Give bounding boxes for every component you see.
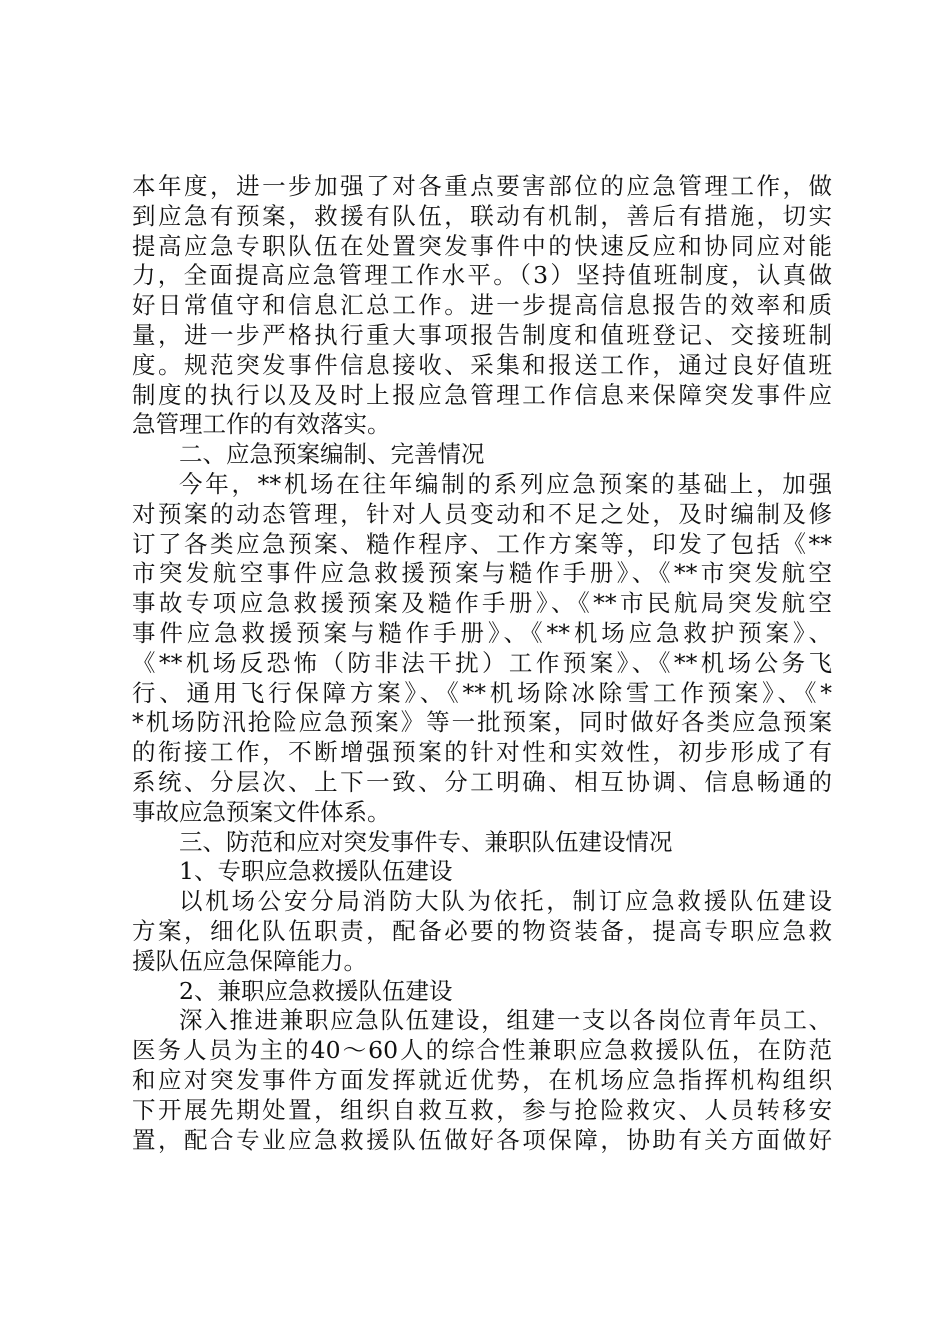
text-line: 本年度，进一步加强了对各重点要害部位的应急管理工作，做	[132, 172, 832, 200]
text-line: 制度的执行以及及时上报应急管理工作信息来保障突发事件应	[132, 380, 832, 409]
text-line: 力，全面提高应急管理工作水平。（3）坚持值班制度，认真做	[132, 261, 832, 290]
text-line: *机场防汛抢险应急预案》等一批预案，同时做好各类应急预案	[132, 708, 832, 737]
text-line: 好日常值守和信息汇总工作。进一步提高信息报告的效率和质	[132, 291, 832, 320]
text-line: 事件应急救援预案与糙作手册》、《**机场应急救护预案》、	[132, 618, 832, 647]
text-line: 置，配合专业应急救援队伍做好各项保障，协助有关方面做好	[132, 1125, 832, 1154]
text-line: 市突发航空事件应急救援预案与糙作手册》、《**市突发航空	[132, 559, 832, 588]
section-heading: 二、应急预案编制、完善情况	[179, 440, 485, 469]
text-line: 提高应急专职队伍在处置突发事件中的快速反应和协同应对能	[132, 231, 832, 260]
text-line: 《**机场反恐怖（防非法干扰）工作预案》、《**机场公务飞	[132, 648, 832, 677]
text-line: 系统、分层次、上下一致、分工明确、相互协调、信息畅通的	[132, 767, 832, 796]
text-line: 以机场公安分局消防大队为依托，制订应急救援队伍建设	[179, 887, 832, 916]
text-line: 方案，细化队伍职责，配备必要的物资装备，提高专职应急救	[132, 916, 832, 945]
document-body	[132, 172, 832, 1155]
text-line: 度。规范突发事件信息接收、采集和报送工作，通过良好值班	[132, 350, 832, 379]
text-line: 今年，**机场在往年编制的系列应急预案的基础上，加强	[179, 469, 832, 498]
section-heading: 2、兼职应急救援队伍建设	[179, 976, 453, 1005]
text-line: 深入推进兼职应急队伍建设，组建一支以各岗位青年员工、	[179, 1006, 832, 1035]
text-line: 医务人员为主的40～60人的综合性兼职应急救援队伍，在防范	[132, 1036, 832, 1065]
text-line: 和应对突发事件方面发挥就近优势，在机场应急指挥机构组织	[132, 1065, 832, 1094]
section-heading: 三、防范和应对突发事件专、兼职队伍建设情况	[179, 827, 673, 856]
text-line: 的衔接工作，不断增强预案的针对性和实效性，初步形成了有	[132, 738, 832, 767]
text-line: 对预案的动态管理，针对人员变动和不足之处，及时编制及修	[132, 499, 832, 528]
text-line: 行、通用飞行保障方案》、《**机场除冰除雪工作预案》、《*	[132, 678, 832, 707]
section-heading: 1、专职应急救援队伍建设	[179, 857, 453, 886]
text-line: 援队伍应急保障能力。	[132, 946, 367, 975]
text-line: 量，进一步严格执行重大事项报告制度和值班登记、交接班制	[132, 320, 832, 349]
text-line: 事故应急预案文件体系。	[132, 797, 391, 826]
text-line: 下开展先期处置，组织自救互救，参与抢险救灾、人员转移安	[132, 1095, 832, 1124]
text-line: 订了各类应急预案、糙作程序、工作方案等，印发了包括《**	[132, 529, 832, 558]
text-line: 急管理工作的有效落实。	[132, 410, 391, 439]
text-line: 事故专项应急救援预案及糙作手册》、《**市民航局突发航空	[132, 589, 832, 618]
text-line: 到应急有预案，救援有队伍，联动有机制，善后有措施，切实	[132, 201, 832, 230]
